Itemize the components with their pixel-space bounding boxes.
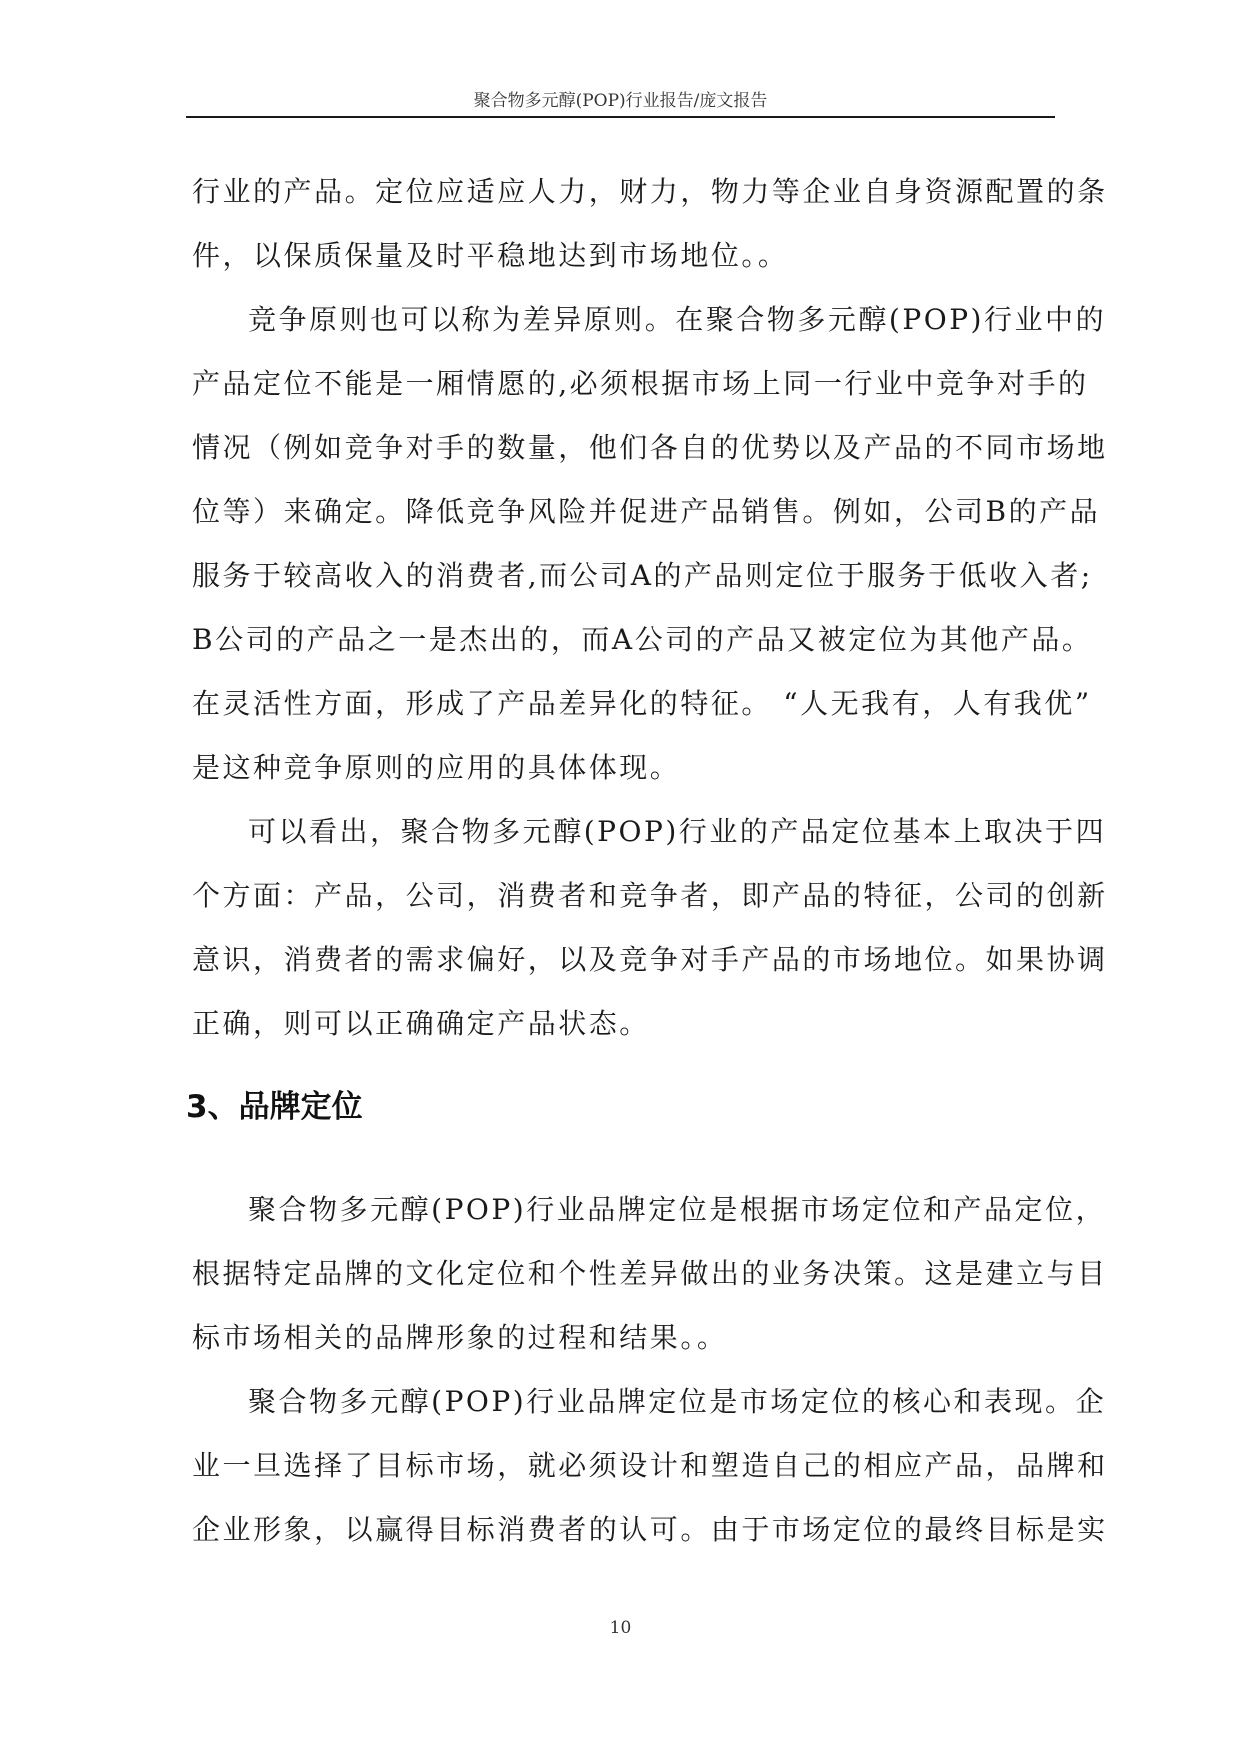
header-divider (186, 116, 1055, 118)
text-line: 服务于较高收入的消费者,而公司A的产品则定位于服务于低收入者; (192, 559, 1093, 592)
text-line: 可以看出，聚合物多元醇(POP)行业的产品定位基本上取决于四 (248, 815, 1107, 848)
text-line: 位等）来确定。降低竞争风险并促进产品销售。例如，公司B的产品 (192, 495, 1101, 528)
text-line: 在灵活性方面，形成了产品差异化的特征。 “人无我有，人有我优” (192, 687, 1092, 720)
text-line: 聚合物多元醇(POP)行业品牌定位是根据市场定位和产品定位， (248, 1193, 1107, 1226)
text-line: B公司的产品之一是杰出的，而A公司的产品又被定位为其他产品。 (192, 623, 1093, 656)
text-line: 竞争原则也可以称为差异原则。在聚合物多元醇(POP)行业中的 (248, 303, 1107, 336)
page-header: 聚合物多元醇(POP)行业报告/庞文报告 (473, 91, 768, 111)
section-heading: 3、品牌定位 (186, 1089, 363, 1125)
text-line: 根据特定品牌的文化定位和个性差异做出的业务决策。这是建立与目 (192, 1257, 1108, 1290)
text-line: 正确，则可以正确确定产品状态。 (192, 1007, 650, 1040)
text-line: 产品定位不能是一厢情愿的,必须根据市场上同一行业中竞争对手的 (192, 367, 1089, 400)
text-line: 业一旦选择了目标市场，就必须设计和塑造自己的相应产品，品牌和 (192, 1449, 1108, 1482)
page-number: 10 (609, 1618, 632, 1638)
text-line: 个方面：产品，公司，消费者和竞争者，即产品的特征，公司的创新 (192, 879, 1108, 912)
text-line: 聚合物多元醇(POP)行业品牌定位是市场定位的核心和表现。企 (248, 1385, 1107, 1418)
text-line: 企业形象，以赢得目标消费者的认可。由于市场定位的最终目标是实 (192, 1513, 1108, 1546)
body-text-bottom (192, 1178, 1108, 1562)
text-line: 标市场相关的品牌形象的过程和结果。。 (192, 1321, 728, 1354)
text-line: 是这种竞争原则的应用的具体体现。 (192, 751, 681, 784)
text-line: 意识，消费者的需求偏好，以及竞争对手产品的市场地位。如果协调 (192, 943, 1108, 976)
text-line: 情况（例如竞争对手的数量，他们各自的优势以及产品的不同市场地 (192, 431, 1108, 464)
text-line: 件，以保质保量及时平稳地达到市场地位。。 (192, 239, 789, 272)
body-text-top (192, 160, 1108, 1056)
text-line: 行业的产品。定位应适应人力，财力，物力等企业自身资源配置的条 (192, 175, 1108, 208)
